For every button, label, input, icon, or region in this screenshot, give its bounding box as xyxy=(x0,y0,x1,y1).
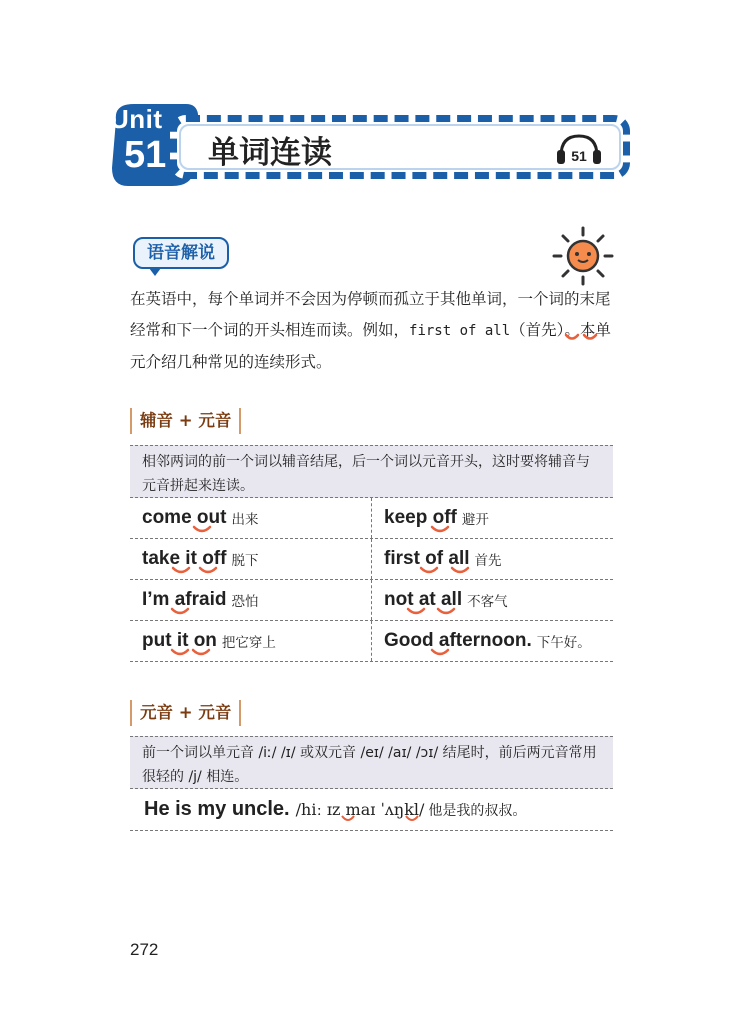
phrase-gloss: 下午好。 xyxy=(536,635,591,651)
unit-number: 51 xyxy=(124,134,167,176)
phrase: I’m afraid xyxy=(142,589,227,610)
phrase: not at all xyxy=(384,589,463,610)
heading-consonant-vowel: 辅音 + 元音 xyxy=(130,408,241,434)
phrase-gloss: 恐怕 xyxy=(231,594,259,610)
phrase-gloss: 出来 xyxy=(231,512,259,528)
example-sentence: He is my uncle. xyxy=(144,798,290,820)
headphones-icon[interactable] xyxy=(555,132,603,166)
note-vowel-vowel: 前一个词以单元音 /iː/ /ɪ/ 或双元音 /eɪ/ /aɪ/ /ɔɪ/ 结尾时，前后两元音常用很轻的 /j/ 相连。 xyxy=(130,736,613,789)
section-tag-pronunciation xyxy=(133,237,229,269)
unit-label: Unit xyxy=(110,104,163,134)
intro-text-1: 在英语中，每个单词并不会因为停顿而孤立于其他单词，一个词的末尾经常和下一个词的开头相连而读。例如， xyxy=(130,290,611,339)
example-ipa: /hiː ɪz maɪ ˈʌŋkl/ xyxy=(295,800,425,819)
table-cell xyxy=(130,539,372,579)
phrase: come out xyxy=(142,507,227,528)
table-row xyxy=(130,621,613,662)
intro-paragraph xyxy=(130,284,620,378)
sun-icon xyxy=(550,226,616,286)
phrase: Good afternoon. xyxy=(384,630,532,651)
table-row xyxy=(130,539,613,580)
unit-title: 单词连读 xyxy=(208,135,332,171)
section-tag-label: 语音解说 xyxy=(147,243,215,263)
intro-text-2: （首先）。本单元介绍几种常见的连续形式。 xyxy=(130,321,611,371)
note-consonant-vowel: 相邻两词的前一个词以辅音结尾，后一个词以元音开头，这时要将辅音与元音拼起来连读。 xyxy=(130,445,613,498)
phrase-gloss: 脱下 xyxy=(231,553,259,569)
phrase: first of all xyxy=(384,548,470,569)
table-cell xyxy=(130,498,372,538)
example-row xyxy=(130,789,613,831)
table-row xyxy=(130,498,613,539)
phrase-gloss: 首先 xyxy=(474,553,502,569)
audio-track-number: 51 xyxy=(571,148,587,164)
phrase-table xyxy=(130,498,613,662)
example-gloss: 他是我的叔叔。 xyxy=(428,802,527,819)
phrase: put it on xyxy=(142,630,217,651)
heading-vowel-vowel: 元音 + 元音 xyxy=(130,700,241,726)
table-cell xyxy=(130,580,372,620)
table-cell xyxy=(372,621,613,661)
intro-example: first of all xyxy=(409,323,511,339)
table-cell xyxy=(372,580,613,620)
table-cell xyxy=(130,621,372,661)
phrase-gloss: 避开 xyxy=(461,512,489,528)
phrase: take it off xyxy=(142,548,227,569)
table-cell xyxy=(372,498,613,538)
table-cell xyxy=(372,539,613,579)
table-row xyxy=(130,580,613,621)
phrase-gloss: 不客气 xyxy=(467,594,508,610)
phrase-gloss: 把它穿上 xyxy=(221,635,276,651)
phrase: keep off xyxy=(384,507,457,528)
page-number: 272 xyxy=(130,940,159,959)
